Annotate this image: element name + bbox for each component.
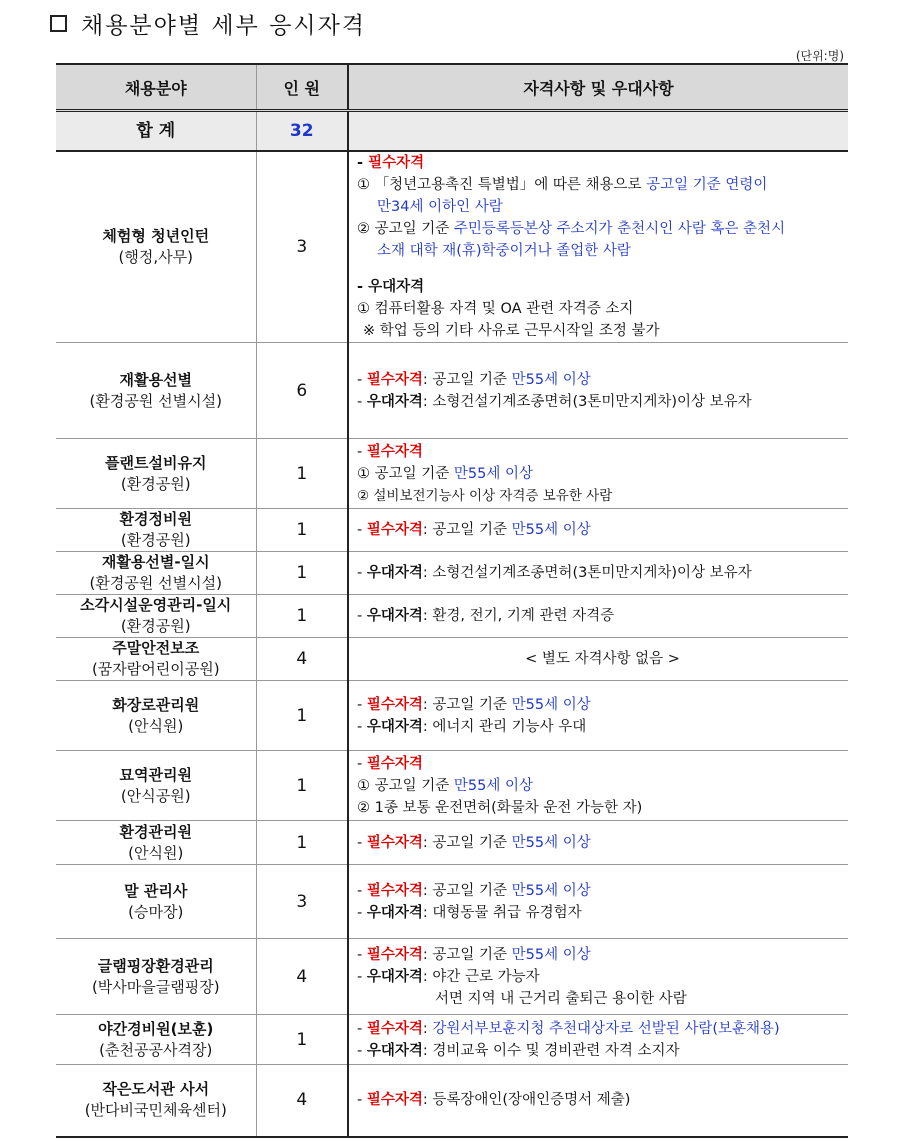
table-row: 소각시설운영관리-일시 (환경공원) 1 - 우대자격: 환경, 전기, 기계 관련 자격증 [56, 595, 848, 638]
header-field: 채용분야 [56, 64, 256, 111]
checkbox-square-icon [50, 15, 67, 32]
field-sub: (행정,사무) [118, 248, 193, 266]
table-row: 재활용선별-일시 (환경공원 선별시설) 1 - 우대자격: 소형건설기계조종면허(3톤미만지게차)이상 보유자 [56, 552, 848, 595]
table-row: 주말안전보조 (꿈자람어린이공원) 4 < 별도 자격사항 없음 > [56, 638, 848, 681]
total-value: 32 [256, 111, 348, 152]
table-header-row [56, 64, 848, 111]
table-row: 환경관리원 (안식원) 1 - 필수자격: 공고일 기준 만55세 이상 [56, 821, 848, 865]
table-row: 체험형 청년인턴 (행정,사무) 3 - 필수자격 ① 「청년고용촉진 특별법」에 따른 채용으로 공고일 기준 연령이 만34세 이하인 사람 ② 공고일 기준 주민등록등본상 주소지가 춘천시인 사람 혹은 춘천시 소재 대학 재(휴)학중이거나 졸업한 사람 - 우대자격 ① 컴퓨터활용 자격 및 OA 관련 자격증 소지 ※ 학업 등의 기타 사유로 근무시작일 조정 불가 [56, 151, 848, 343]
page-title-text: 채용분야별 세부 응시자격 [81, 12, 367, 39]
table-row: 재활용선별 (환경공원 선별시설) 6 - 필수자격: 공고일 기준 만55세 이상 - 우대자격: 소형건설기계조종면허(3톤미만지게차)이상 보유자 [56, 343, 848, 439]
unit-label: (단위:명) [795, 49, 844, 63]
table-row: 말 관리사 (승마장) 3 - 필수자격: 공고일 기준 만55세 이상 - 우대자격: 대형동물 취급 유경험자 [56, 865, 848, 939]
table-row: 야간경비원(보훈) (춘천공공사격장) 1 - 필수자격: 강원서부보훈지청 추천대상자로 선발된 사람(보훈채용) - 우대자격: 경비교육 이수 및 경비관련 자격 소지자 [56, 1015, 848, 1065]
total-row [56, 111, 848, 152]
qualification-table [56, 63, 848, 1138]
header-qual: 자격사항 및 우대사항 [348, 64, 848, 111]
total-label: 합 계 [56, 111, 256, 152]
table-row: 묘역관리원 (안식공원) 1 - 필수자격 ① 공고일 기준 만55세 이상 ② 1종 보통 운전면허(화물차 운전 가능한 자) [56, 751, 848, 821]
row-count: 3 [256, 151, 348, 343]
table-row: 글램핑장환경관리 (박사마을글램핑장) 4 - 필수자격: 공고일 기준 만55세 이상 - 우대자격: 야간 근로 가능자 서면 지역 내 근거리 출퇴근 용이한 사람 [56, 939, 848, 1015]
header-count: 인 원 [256, 64, 348, 111]
table-row: 작은도서관 사서 (반다비국민체육센터) 4 - 필수자격: 등록장애인(장애인증명서 제출) [56, 1065, 848, 1137]
table-row: 화장로관리원 (안식원) 1 - 필수자격: 공고일 기준 만55세 이상 - 우대자격: 에너지 관리 기능사 우대 [56, 681, 848, 751]
table-row: 플랜트설비유지 (환경공원) 1 - 필수자격 ① 공고일 기준 만55세 이상 ② 설비보전기능사 이상 자격증 보유한 사람 [56, 439, 848, 509]
page-title [50, 5, 366, 41]
field-name: 체험형 청년인턴 [102, 227, 210, 245]
table-row: 환경정비원 (환경공원) 1 - 필수자격: 공고일 기준 만55세 이상 [56, 509, 848, 552]
